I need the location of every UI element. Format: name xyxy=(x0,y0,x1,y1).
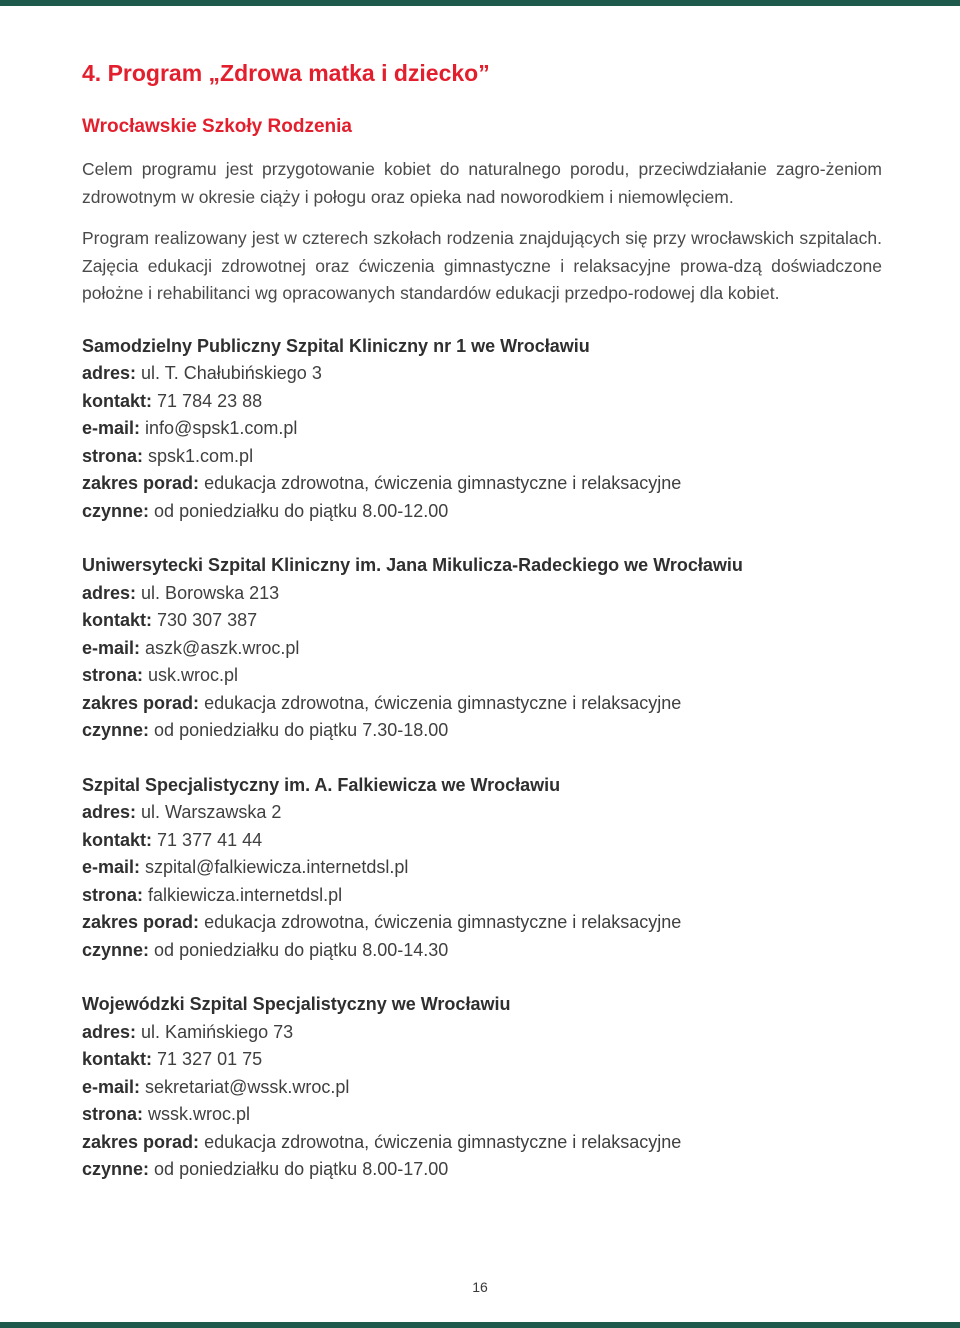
email-label: e-mail: xyxy=(82,1076,141,1097)
website-line xyxy=(82,662,882,690)
website-value: spsk1.com.pl xyxy=(148,445,254,466)
scope-value: edukacja zdrowotna, ćwiczenia gimnastyczne i relaksacyjne xyxy=(204,692,682,713)
document-body xyxy=(82,56,882,1184)
facility-entry xyxy=(82,333,882,526)
address-line xyxy=(82,580,882,608)
scope-line xyxy=(82,1129,882,1157)
page-number: 16 xyxy=(472,1279,488,1295)
contact-label: kontakt: xyxy=(82,829,153,850)
contact-line xyxy=(82,1046,882,1074)
website-line xyxy=(82,443,882,471)
address-line xyxy=(82,1019,882,1047)
hours-line xyxy=(82,1156,882,1184)
website-value: wssk.wroc.pl xyxy=(148,1104,251,1124)
address-value: ul. Kamińskiego 73 xyxy=(141,1021,294,1042)
email-label: e-mail: xyxy=(82,637,141,658)
contact-value: 730 307 387 xyxy=(157,610,258,630)
intro-paragraph: Program realizowany jest w czterech szkołach rodzenia znajdujących się przy wrocławskich szpitalach. Zajęcia edukacji zdrowotnej oraz ćwiczenia gimnastyczne i relaksacyjne prowa-dzą doświadczone położne i rehabilitanci wg opracowanych standardów edukacji przedpo-rodowej dla kobiet. xyxy=(82,228,882,303)
contact-value: 71 377 41 44 xyxy=(157,829,263,850)
hours-line xyxy=(82,498,882,526)
email-label: e-mail: xyxy=(82,418,141,438)
contact-line xyxy=(82,827,882,855)
subsection-title: Wrocławskie Szkoły Rodzenia xyxy=(82,116,352,137)
hours-label: czynne: xyxy=(82,1159,150,1179)
address-value: ul. Borowska 213 xyxy=(141,582,280,603)
address-line xyxy=(82,360,882,388)
address-label: adres: xyxy=(82,582,137,603)
address-value: ul. Warszawska 2 xyxy=(141,802,282,822)
hours-line xyxy=(82,717,882,745)
intro-paragraph: Celem programu jest przygotowanie kobiet do naturalnego porodu, przeciwdziałanie zagro-żeniom zdrowotnym w okresie ciąży i połogu oraz opieka nad noworodkiem i niemowlęciem. xyxy=(82,159,882,207)
website-label: strona: xyxy=(82,1104,144,1124)
website-label: strona: xyxy=(82,884,144,905)
scope-label: zakres porad: xyxy=(82,912,200,932)
address-line xyxy=(82,799,882,827)
contact-label: kontakt: xyxy=(82,390,153,411)
hours-label: czynne: xyxy=(82,500,150,521)
scope-label: zakres porad: xyxy=(82,473,200,493)
contact-label: kontakt: xyxy=(82,1049,153,1069)
scope-label: zakres porad: xyxy=(82,692,200,713)
scope-line xyxy=(82,470,882,498)
scope-value: edukacja zdrowotna, ćwiczenia gimnastyczne i relaksacyjne xyxy=(204,912,682,932)
facility-entry xyxy=(82,991,882,1184)
email-line xyxy=(82,635,882,663)
facility-entry xyxy=(82,552,882,745)
website-line xyxy=(82,1101,882,1129)
email-value: szpital@falkiewicza.internetdsl.pl xyxy=(145,857,409,877)
address-label: adres: xyxy=(82,802,137,822)
facility-entry xyxy=(82,772,882,965)
website-line xyxy=(82,882,882,910)
email-line xyxy=(82,415,882,443)
website-value: falkiewicza.internetdsl.pl xyxy=(148,884,343,905)
hours-label: czynne: xyxy=(82,720,150,740)
intro-text xyxy=(82,156,882,308)
facility-name: Uniwersytecki Szpital Kliniczny im. Jana Mikulicza-Radeckiego we Wrocławiu xyxy=(82,555,743,575)
facility-name: Samodzielny Publiczny Szpital Kliniczny nr 1 we Wrocławiu xyxy=(82,335,590,356)
email-value: sekretariat@wssk.wroc.pl xyxy=(145,1076,350,1097)
hours-value: od poniedziałku do piątku 8.00-12.00 xyxy=(154,500,449,521)
top-color-band xyxy=(0,0,960,6)
scope-line xyxy=(82,690,882,718)
hours-value: od poniedziałku do piątku 8.00-17.00 xyxy=(154,1159,449,1179)
facility-name: Wojewódzki Szpital Specjalistyczny we Wrocławiu xyxy=(82,994,511,1014)
website-value: usk.wroc.pl xyxy=(148,665,239,685)
email-line xyxy=(82,1074,882,1102)
contact-line xyxy=(82,607,882,635)
contact-value: 71 327 01 75 xyxy=(157,1049,263,1069)
hours-label: czynne: xyxy=(82,939,150,960)
website-label: strona: xyxy=(82,665,144,685)
hours-line xyxy=(82,937,882,965)
email-value: aszk@aszk.wroc.pl xyxy=(145,637,300,658)
facility-name: Szpital Specjalistyczny im. A. Falkiewicza we Wrocławiu xyxy=(82,774,561,795)
address-label: adres: xyxy=(82,363,137,383)
contact-value: 71 784 23 88 xyxy=(157,390,263,411)
contact-label: kontakt: xyxy=(82,610,153,630)
scope-label: zakres porad: xyxy=(82,1131,200,1152)
bottom-color-band xyxy=(0,1322,960,1328)
hours-value: od poniedziałku do piątku 7.30-18.00 xyxy=(154,720,449,740)
section-title: 4. Program „Zdrowa matka i dziecko” xyxy=(82,60,490,86)
email-label: e-mail: xyxy=(82,857,141,877)
email-line xyxy=(82,854,882,882)
scope-value: edukacja zdrowotna, ćwiczenia gimnastyczne i relaksacyjne xyxy=(204,473,682,493)
website-label: strona: xyxy=(82,445,144,466)
scope-line xyxy=(82,909,882,937)
hours-value: od poniedziałku do piątku 8.00-14.30 xyxy=(154,939,449,960)
email-value: info@spsk1.com.pl xyxy=(145,418,298,438)
contact-line xyxy=(82,388,882,416)
address-value: ul. T. Chałubińskiego 3 xyxy=(141,363,322,383)
address-label: adres: xyxy=(82,1021,137,1042)
scope-value: edukacja zdrowotna, ćwiczenia gimnastyczne i relaksacyjne xyxy=(204,1131,682,1152)
